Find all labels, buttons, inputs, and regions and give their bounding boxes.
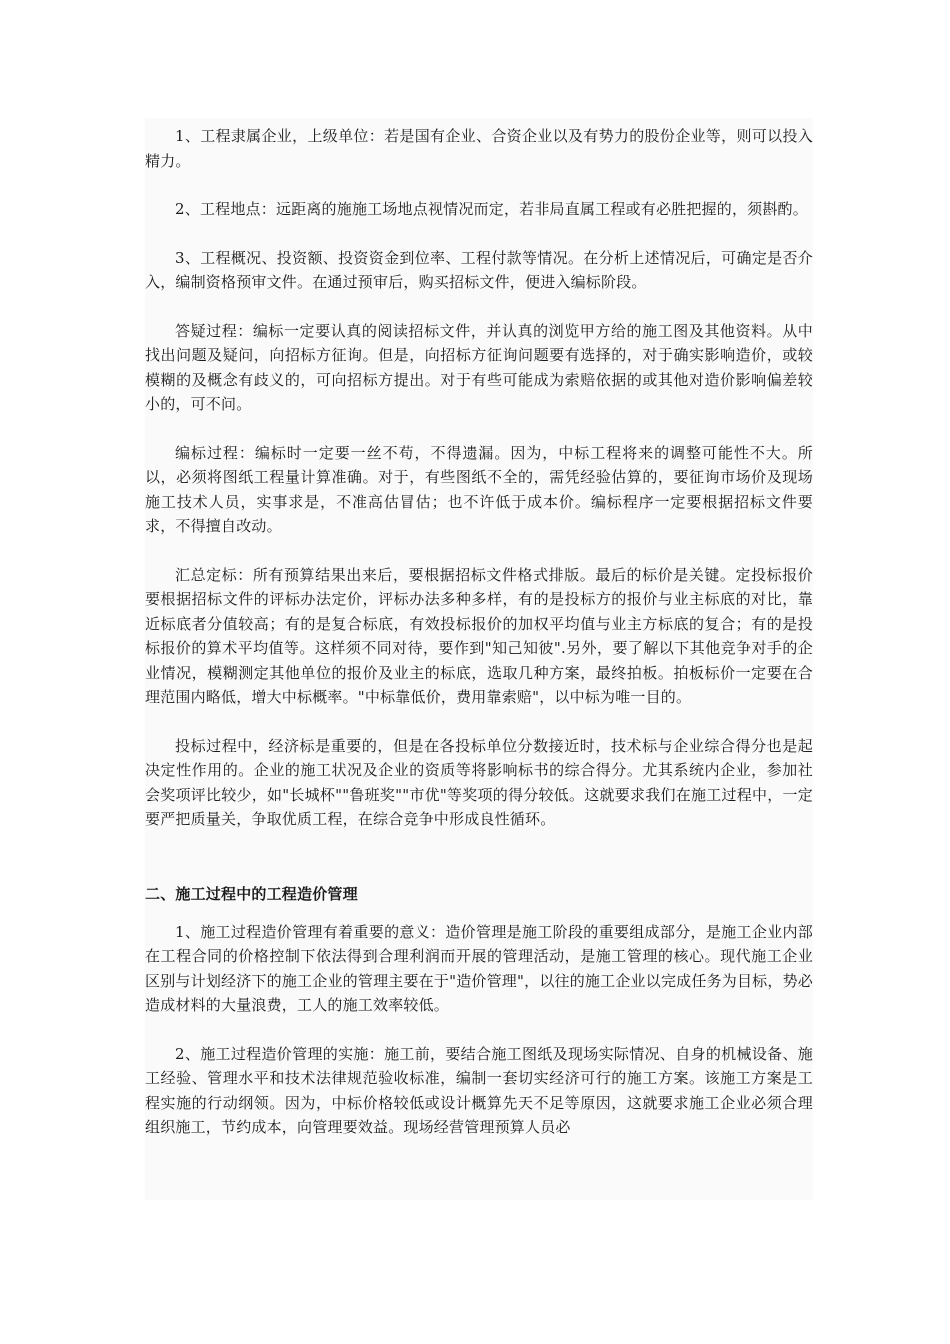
paragraph-qa-process: 答疑过程：编标一定要认真的阅读招标文件，并认真的浏览甲方给的施工图及其他资料。从中找出问题及疑问，向招标方征询。但是，向招标方征询问题要有选择的，对于确实影响造价，或较模糊的及概念有歧义的，可向招标方提出。对于有些可能成为索赔依据的或其他对造价影响偏差较小的，可不问。: [145, 321, 813, 413]
paragraph-location: 2、工程地点：远距离的施施工场地点视情况而定，若非局直属工程或有必胜把握的，须斟酌。: [175, 200, 808, 218]
document-page: [145, 118, 813, 1200]
paragraph-bidding-process: 投标过程中，经济标是重要的，但是在各投标单位分数接近时，技术标与企业综合得分也是起决定性作用的。企业的施工状况及企业的资质等将影响标书的综合得分。尤其系统内企业，参加社会奖项评比较少，如"长城杯""鲁班奖""市优"等奖项的得分较低。这就要求我们在施工过程中，一定要严把质量关，争取优质工程，在综合竞争中形成良性循环。: [145, 736, 813, 828]
paragraph-overview: 3、工程概况、投资额、投资资金到位率、工程付款等情况。在分析上述情况后，可确定是否介入，编制资格预审文件。在通过预审后，购买招标文件，便进入编标阶段。: [145, 248, 813, 291]
paragraph-significance: 1、施工过程造价管理有着重要的意义：造价管理是施工阶段的重要组成部分，是施工企业内部在工程合同的价格控制下依法得到合理利润而开展的管理活动，是施工管理的核心。现代施工企业区别与计划经济下的施工企业的管理主要在于"造价管理"，以往的施工企业以完成任务为目标，势必造成材料的大量浪费，工人的施工效率较低。: [145, 922, 813, 1014]
paragraph-implementation: 2、施工过程造价管理的实施：施工前，要结合施工图纸及现场实际情况、自身的机械设备、施工经验、管理水平和技术法律规范验收标准，编制一套切实经济可行的施工方案。该施工方案是工程实施的行动纲领。因为，中标价格较低或设计概算先天不足等原因，这就要求施工企业必须合理组织施工，节约成本，向管理要效益。现场经营管理预算人员必: [145, 1044, 813, 1136]
paragraph-affiliation: 1、工程隶属企业，上级单位：若是国有企业、合资企业以及有势力的股份企业等，则可以投入精力。: [145, 127, 813, 170]
section-heading: 二、施工过程中的工程造价管理: [145, 884, 358, 903]
paragraph-bid-compilation: 编标过程：编标时一定要一丝不苟，不得遗漏。因为，中标工程将来的调整可能性不大。所以，必须将图纸工程量计算准确。对于，有些图纸不全的，需凭经验估算的，要征询市场价及现场施工技术人员，实事求是，不准高估冒估；也不许低于成本价。编标程序一定要根据招标文件要求，不得擅自改动。: [145, 443, 813, 535]
paragraph-summary-pricing: 汇总定标：所有预算结果出来后，要根据招标文件格式排版。最后的标价是关键。定投标报价要根据招标文件的评标办法定价，评标办法多种多样，有的是投标方的报价与业主标底的对比，靠近标底者分值较高；有的是复合标底，有效投标报价的加权平均值与业主方标底的复合；有的是投标报价的算术平均值等。这样须不同对待，要作到"知己知彼".另外，要了解以下其他竞争对手的企业情况，模糊测定其他单位的报价及业主的标底，选取几种方案，最终拍板。拍板标价一定要在合理范围内略低，增大中标概率。"中标靠低价，费用靠索赔"，以中标为唯一目的。: [145, 565, 813, 706]
